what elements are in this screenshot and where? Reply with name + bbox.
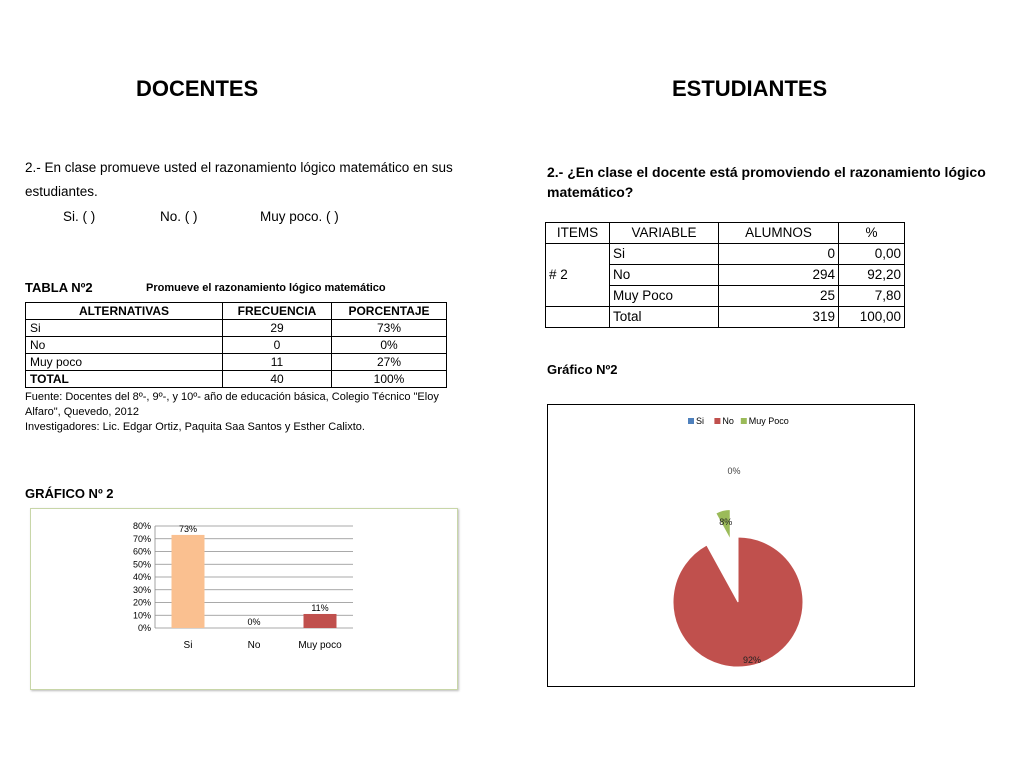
y-tick-label: 60% xyxy=(132,546,151,557)
bar-data-label: 73% xyxy=(178,523,198,534)
estudiantes-table xyxy=(545,222,905,328)
table-row xyxy=(546,307,905,328)
cell: Muy poco xyxy=(26,354,223,371)
right-question-line2: matemático? xyxy=(547,184,634,200)
pie-chart xyxy=(548,405,914,686)
source-line3: Investigadores: Lic. Edgar Ortiz, Paquita Saa Santos y Esther Calixto. xyxy=(25,421,365,433)
cell: 92,20 xyxy=(839,265,905,286)
cell: No xyxy=(26,337,223,354)
table-label: TABLA Nº2 xyxy=(25,280,93,295)
cell: 27% xyxy=(332,354,447,371)
th-alumnos: ALUMNOS xyxy=(719,223,839,244)
cell: 25 xyxy=(719,286,839,307)
y-tick-label: 30% xyxy=(132,584,151,595)
left-question-line2: estudiantes. xyxy=(25,184,98,199)
cell: 319 xyxy=(719,307,839,328)
th-percent: % xyxy=(839,223,905,244)
cell: 40 xyxy=(223,371,332,388)
cell: Muy Poco xyxy=(610,286,719,307)
pie-slice xyxy=(673,537,803,667)
th-variable: VARIABLE xyxy=(610,223,719,244)
th-porcentaje: PORCENTAJE xyxy=(332,303,447,320)
table-row xyxy=(26,354,447,371)
pie-data-label: 92% xyxy=(742,655,762,665)
cell: 73% xyxy=(332,320,447,337)
source-line2: Alfaro", Quevedo, 2012 xyxy=(25,406,139,418)
pie-data-label: 0% xyxy=(727,466,741,476)
y-tick-label: 0% xyxy=(137,623,151,633)
bar-chart xyxy=(31,509,457,689)
legend-label: No xyxy=(722,416,734,426)
cell: 0,00 xyxy=(839,244,905,265)
y-tick-label: 70% xyxy=(132,533,151,544)
table-row xyxy=(26,337,447,354)
source-line1: Fuente: Docentes del 8º-, 9º-, y 10º- año de educación básica, Colegio Técnico "Eloy xyxy=(25,391,439,403)
left-question-line1: 2.- En clase promueve usted el razonamiento lógico matemático en sus xyxy=(25,160,453,175)
cell: Total xyxy=(610,307,719,328)
bar xyxy=(304,614,337,628)
cell: 0 xyxy=(719,244,839,265)
cell: 29 xyxy=(223,320,332,337)
estudiantes-heading: ESTUDIANTES xyxy=(672,76,828,101)
legend-label: Si xyxy=(696,416,705,426)
cell: 11 xyxy=(223,354,332,371)
legend-swatch xyxy=(741,418,747,424)
item-cell: # 2 xyxy=(546,244,610,307)
pie-chart-frame xyxy=(547,404,915,687)
legend-label: Muy Poco xyxy=(748,416,789,426)
bar xyxy=(172,535,205,628)
x-tick-label: Si xyxy=(183,640,193,651)
table-row xyxy=(26,320,447,337)
cell: 100,00 xyxy=(839,307,905,328)
pie-data-label: 8% xyxy=(719,517,733,528)
x-tick-label: No xyxy=(247,640,261,651)
legend-swatch xyxy=(688,418,694,424)
cell: 0% xyxy=(332,337,447,354)
cell: Si xyxy=(610,244,719,265)
option-no: No. ( ) xyxy=(160,209,198,224)
table-source xyxy=(25,390,485,435)
y-tick-label: 50% xyxy=(132,559,151,570)
th-items: ITEMS xyxy=(546,223,610,244)
left-question xyxy=(25,156,480,204)
y-tick-label: 20% xyxy=(132,597,151,608)
y-tick-label: 10% xyxy=(132,610,151,621)
cell: TOTAL xyxy=(26,371,223,388)
legend-swatch xyxy=(714,418,720,424)
empty-cell xyxy=(546,307,610,328)
cell: 7,80 xyxy=(839,286,905,307)
right-question-line1: 2.- ¿En clase el docente está promoviendo el razonamiento lógico xyxy=(547,164,986,180)
cell: Si xyxy=(26,320,223,337)
bar-data-label: 0% xyxy=(247,617,261,627)
left-chart-title: GRÁFICO Nº 2 xyxy=(25,486,114,501)
cell: 0 xyxy=(223,337,332,354)
th-frecuencia: FRECUENCIA xyxy=(223,303,332,320)
y-tick-label: 40% xyxy=(132,572,151,582)
table-caption: Promueve el razonamiento lógico matemático xyxy=(146,282,386,294)
option-si: Si. ( ) xyxy=(63,209,96,224)
docentes-table xyxy=(25,302,447,388)
option-muy-poco: Muy poco. ( ) xyxy=(260,209,339,224)
th-alternativas: ALTERNATIVAS xyxy=(26,303,223,320)
y-tick-label: 80% xyxy=(132,521,151,531)
cell: 100% xyxy=(332,371,447,388)
bar-data-label: 11% xyxy=(311,602,329,613)
right-chart-title: Gráfico Nº2 xyxy=(547,362,618,377)
table-row xyxy=(546,244,905,265)
x-tick-label: Muy poco xyxy=(298,640,342,651)
right-question xyxy=(547,162,987,202)
bar-chart-frame xyxy=(30,508,458,690)
cell: 294 xyxy=(719,265,839,286)
docentes-heading: DOCENTES xyxy=(136,76,259,101)
table-row xyxy=(26,371,447,388)
cell: No xyxy=(610,265,719,286)
